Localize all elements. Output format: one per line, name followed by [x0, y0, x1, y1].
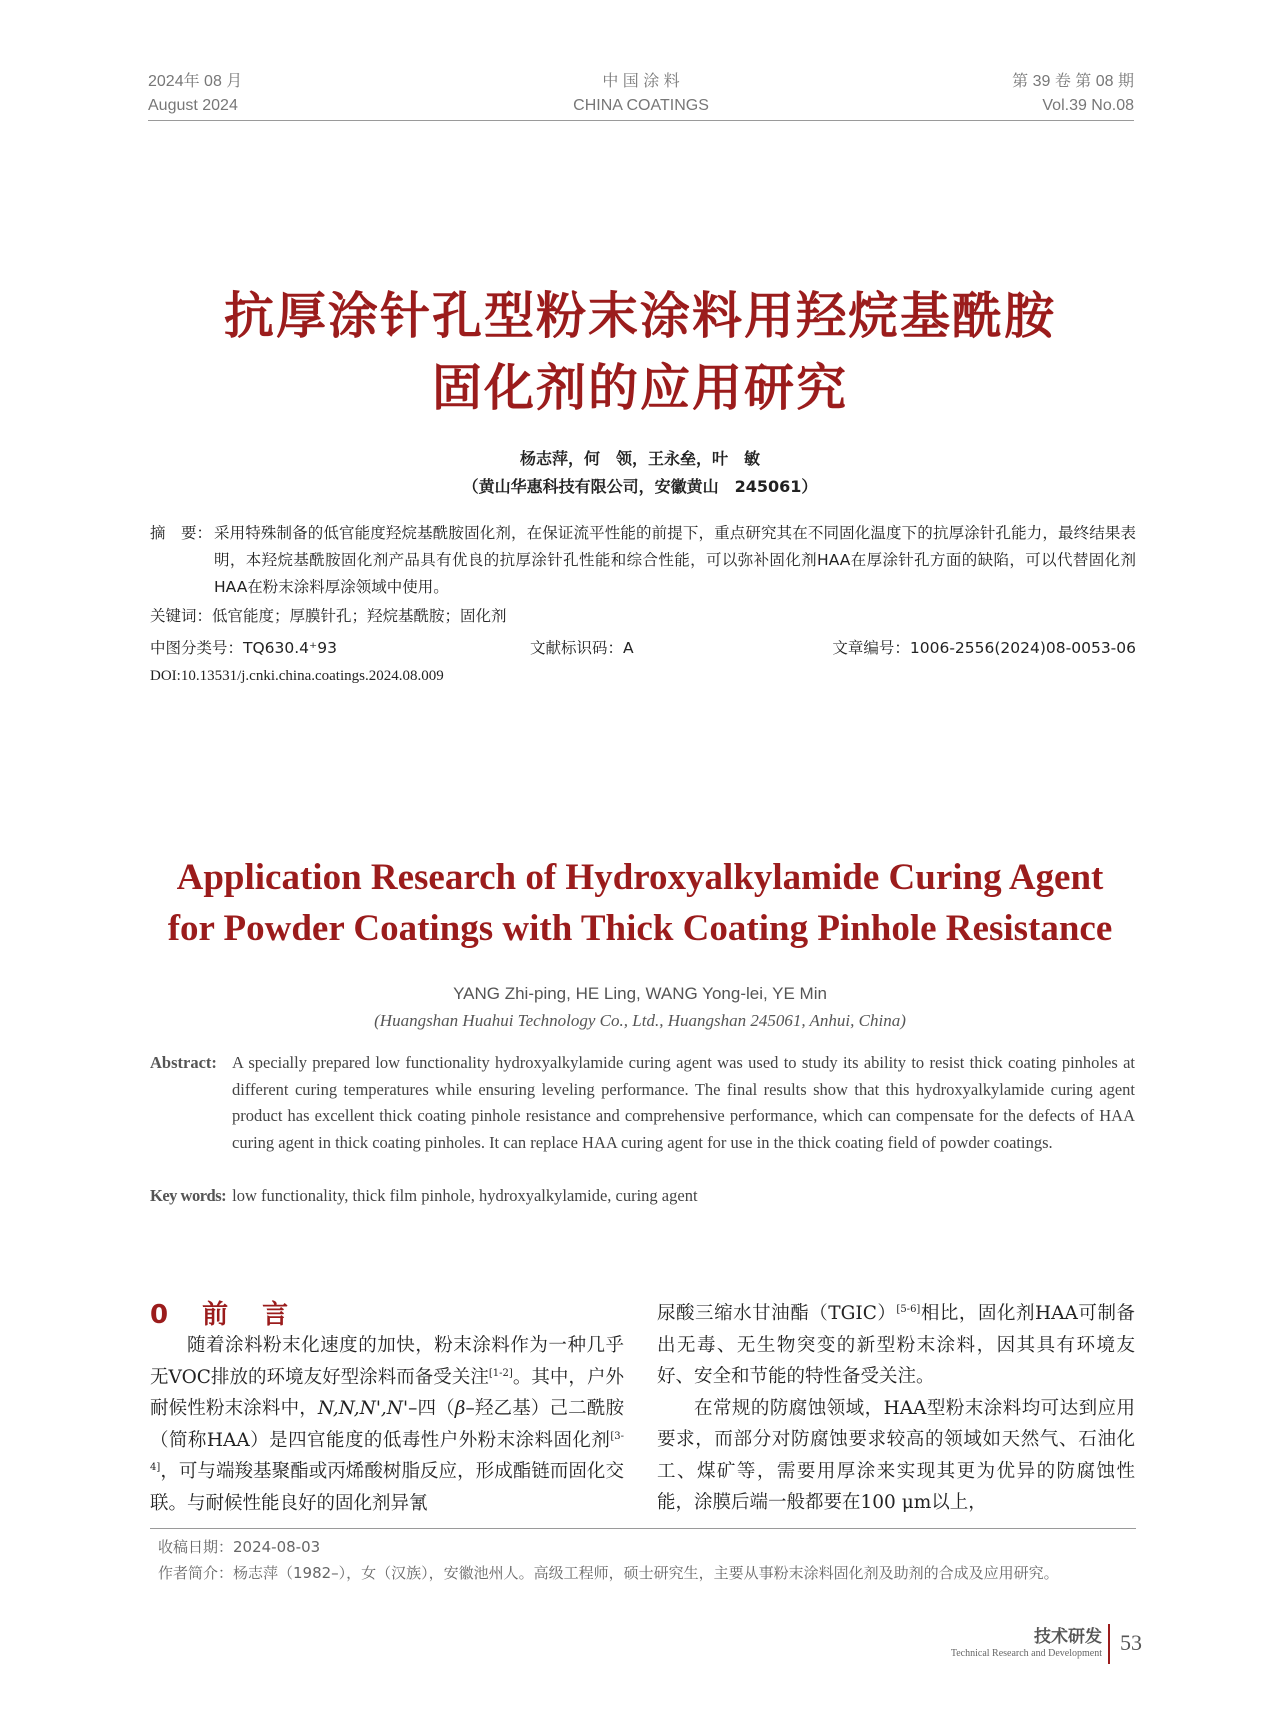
keywords-en-label: Key words: — [150, 1186, 227, 1205]
author-bio: 作者简介：杨志萍（1982–），女（汉族），安徽池州人。高级工程师，硕士研究生，主要从事粉末涂料固化剂及助剂的合成及应用研究。 — [158, 1564, 1059, 1582]
body-text: 随着涂料粉末化速度的加快，粉末涂料作为一种几乎无VOC排放的环境友好型涂料而备受关注 — [150, 1335, 624, 1388]
body-text: 相比，固化剂HAA可制备出无毒、无生物突变的新型粉末涂料，因其具有环境友好、安全和节能的特性备受关注。 — [657, 1303, 1135, 1387]
keywords-en-text: low functionality, thick film pinhole, hydroxyalkylamide, curing agent — [232, 1186, 698, 1205]
header-date-en: August 2024 — [148, 97, 238, 114]
footnote-divider — [150, 1528, 1136, 1529]
clc-number: 中图分类号：TQ630.4⁺93 — [150, 639, 337, 657]
keywords-cn-label: 关键词： — [150, 607, 213, 625]
abstract-cn-label: 摘 要： — [150, 524, 213, 542]
body-text: 。其中，户外耐候性粉末涂料中， — [150, 1366, 624, 1419]
received-date: 收稿日期：2024-08-03 — [158, 1538, 321, 1556]
affiliation-cn: （黄山华惠科技有限公司，安徽黄山 245061） — [462, 477, 818, 496]
section-heading-introduction: 0 前 言 — [150, 1300, 293, 1330]
body-text: –羟乙基）己二酰胺（简称HAA）是四官能度的低毒性户外粉末涂料固化剂 — [150, 1398, 624, 1451]
citation: [5-6] — [896, 1303, 921, 1315]
body-text: 尿酸三缩水甘油酯（TGIC） — [657, 1303, 897, 1324]
body-paragraph — [150, 1330, 624, 1519]
footer-section-cn: 技术研发 — [1034, 1627, 1102, 1647]
chemical-notation: N,N,N',N' — [317, 1398, 409, 1419]
keywords-cn-text: 低官能度；厚膜针孔；羟烷基酰胺；固化剂 — [212, 607, 507, 625]
footer-section-en: Technical Research and Development — [950, 1648, 1102, 1659]
header-date-cn: 2024年 08 月 — [148, 73, 243, 90]
article-number: 文章编号：1006-2556(2024)08-0053-06 — [832, 639, 1136, 657]
header-volume — [1012, 70, 1134, 118]
page-number: 53 — [1120, 1630, 1142, 1655]
abstract-en-text: A specially prepared low functionality hydroxyalkylamide curing agent was used to study its ability to resist thick coating pinholes at different curing temperatures while ensuring leveling performance. The final results show that this hydroxyalkylamide curing agent product has excellent thick coating pinhole resistance and comprehensive performance, which can compensate for the defects of HAA curing agent in thick coating pinholes. It can replace HAA curing agent for use in the thick coating field of powder coatings. — [232, 1053, 1135, 1152]
footer-divider — [1108, 1624, 1110, 1664]
footnotes — [158, 1534, 1138, 1586]
keywords-cn — [150, 604, 1136, 628]
body-text: ，可与端羧基聚酯或丙烯酸树脂反应，形成酯链而固化交联。与耐候性能良好的固化剂异氰 — [150, 1461, 624, 1514]
authors-cn: 杨志萍，何 领，王永垒，叶 敏 — [519, 449, 760, 468]
citation: [3-4] — [150, 1430, 624, 1473]
body-text: –四（ — [408, 1398, 455, 1419]
paper-title-cn-line1: 抗厚涂针孔型粉末涂料用羟烷基酰胺 — [224, 287, 1056, 345]
classification-line — [150, 636, 1136, 662]
header-journal-cn: 中 国 涂 料 — [602, 73, 680, 90]
paper-title-cn — [100, 280, 1180, 424]
body-column-left — [150, 1330, 624, 1519]
abstract-en — [150, 1050, 1135, 1156]
paper-title-en-line2: for Powder Coatings with Thick Coating Pinhole Resistance — [167, 908, 1113, 949]
running-header — [148, 70, 1134, 121]
abstract-en-label: Abstract: — [150, 1053, 217, 1072]
body-paragraph — [657, 1298, 1135, 1393]
header-vol-en: Vol.39 No.08 — [1042, 97, 1134, 114]
body-column-right — [657, 1298, 1135, 1519]
header-journal — [148, 70, 1134, 118]
header-journal-en: CHINA COATINGS — [573, 97, 709, 114]
header-vol-cn: 第 39 卷 第 08 期 — [1012, 73, 1134, 90]
paper-title-en — [100, 852, 1180, 954]
affiliation-en: (Huangshan Huahui Technology Co., Ltd., Huangshan 245061, Anhui, China) — [374, 1011, 906, 1030]
abstract-cn-text: 采用特殊制备的低官能度羟烷基酰胺固化剂，在保证流平性能的前提下，重点研究其在不同固化温度下的抗厚涂针孔能力，最终结果表明，本羟烷基酰胺固化剂产品具有优良的抗厚涂针孔性能和综合性能，可以弥补固化剂HAA在厚涂针孔方面的缺陷，可以代替固化剂HAA在粉末涂料厚涂领域中使用。 — [214, 524, 1136, 596]
citation: [1-2] — [488, 1367, 513, 1379]
paper-title-cn-line2: 固化剂的应用研究 — [432, 359, 848, 417]
document-code: 文献标识码：A — [530, 639, 634, 657]
body-paragraph: 在常规的防腐蚀领域，HAA型粉末涂料均可达到应用要求，而部分对防腐蚀要求较高的领域如天然气、石油化工、煤矿等，需要用厚涂来实现其更为优异的防腐蚀性能，涂膜后端一般都要在100 μm以上， — [657, 1397, 1135, 1513]
keywords-en — [150, 1186, 1135, 1206]
abstract-cn — [150, 520, 1136, 601]
paper-title-en-line1: Application Research of Hydroxyalkylamide Curing Agent — [176, 857, 1104, 898]
doi: DOI:10.13531/j.cnki.china.coatings.2024.08.009 — [150, 668, 444, 684]
authors-en: YANG Zhi-ping, HE Ling, WANG Yong-lei, YE Min — [453, 984, 827, 1003]
greek-beta: β — [454, 1398, 466, 1419]
